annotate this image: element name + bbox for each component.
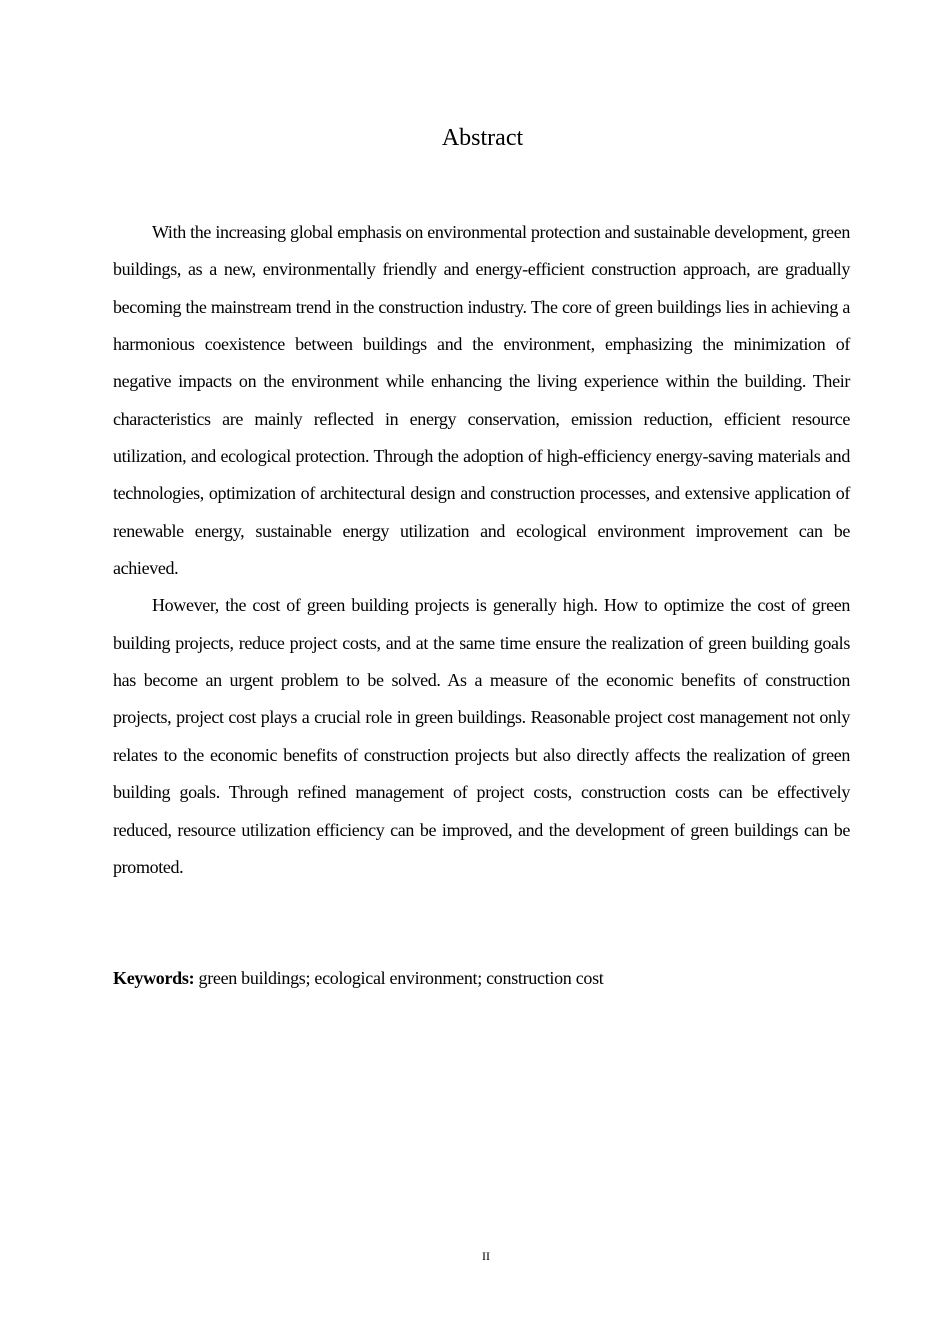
page-title: Abstract: [441, 125, 524, 151]
keywords-line: [113, 962, 604, 994]
page-number: II: [482, 1249, 490, 1263]
keywords-value: green buildings; ecological environment; construction cost: [198, 968, 604, 988]
keywords-label: Keywords:: [113, 968, 195, 988]
abstract-body: [113, 214, 850, 886]
abstract-paragraph-2: However, the cost of green building projects is generally high. How to optimize the cost of green building projects, reduce project costs, and at the same time ensure the realization of green building goals has become an urgent problem to be solved. As a measure of the economic benefits of construction projects, project cost plays a crucial role in green buildings. Reasonable project cost management not only relates to the economic benefits of construction projects but also directly affects the realization of green building goals. Through refined management of project costs, construction costs can be effectively reduced, resource utilization efficiency can be improved, and the development of green buildings can be promoted.: [113, 595, 850, 877]
abstract-paragraph-1: With the increasing global emphasis on environmental protection and sustainable development, green buildings, as a new, environmentally friendly and energy-efficient construction approach, are gradually becoming the mainstream trend in the construction industry. The core of green buildings lies in achieving a harmonious coexistence between buildings and the environment, emphasizing the minimization of negative impacts on the environment while enhancing the living experience within the building. Their characteristics are mainly reflected in energy conservation, emission reduction, efficient resource utilization, and ecological protection. Through the adoption of high-efficiency energy-saving materials and technologies, optimization of architectural design and construction processes, and extensive application of renewable energy, sustainable energy utilization and ecological environment improvement can be achieved.: [113, 222, 850, 579]
